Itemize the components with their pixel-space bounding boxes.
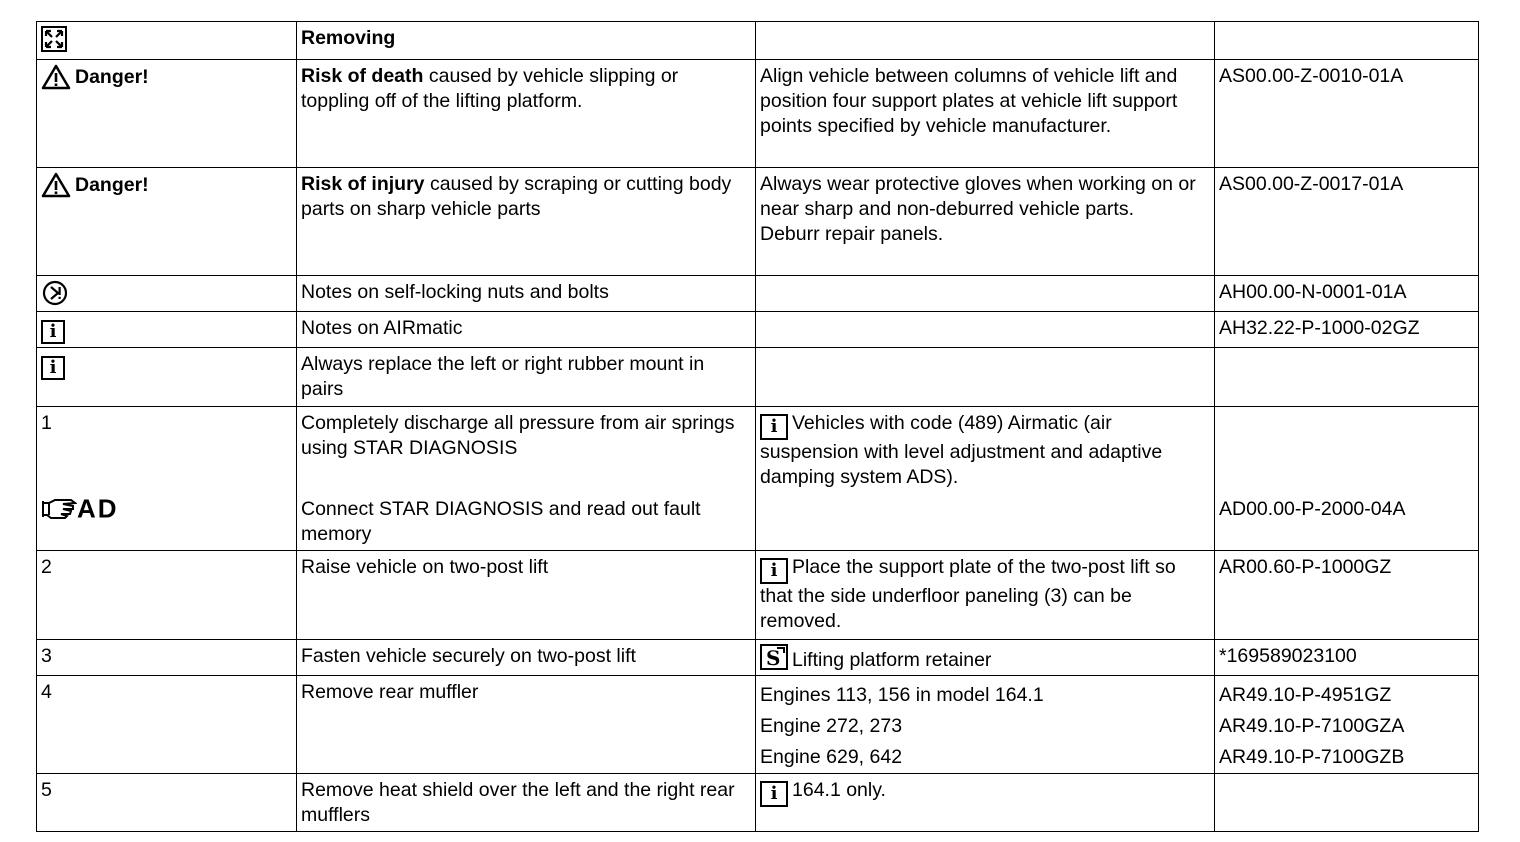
warning-triangle-icon — [41, 172, 71, 198]
risk-text: Risk of injury caused by scraping or cutting body parts on sharp vehicle parts — [297, 168, 756, 276]
risk-text: Risk of death caused by vehicle slipping or toppling off of the lifting platform. — [297, 60, 756, 168]
remedy-text: Align vehicle between columns of vehicle lift and position four support plates at vehicle lift support points specified by vehicle manufacturer. — [756, 60, 1215, 168]
table-row — [37, 60, 1479, 168]
reference-link[interactable]: AS00.00-Z-0010-01A — [1215, 60, 1479, 168]
reference-link[interactable]: AR49.10-P-4951GZ — [1219, 684, 1392, 706]
table-row — [37, 348, 1479, 407]
info-icon: i — [760, 781, 788, 807]
reference-link[interactable]: AH32.22-P-1000-02GZ — [1215, 312, 1479, 348]
step-number: 3 — [37, 640, 297, 676]
step-note: i Place the support plate of the two-post lift so that the side underfloor paneling (3) can be removed. — [756, 551, 1215, 640]
table-row — [37, 551, 1479, 640]
info-icon: i — [760, 558, 788, 584]
self-locking-note-icon — [41, 280, 69, 306]
page-title: Removing — [297, 22, 756, 60]
note-text: Always replace the left or right rubber mount in pairs — [297, 348, 756, 407]
svg-text:S: S — [766, 646, 781, 670]
removal-icon — [41, 26, 67, 52]
table-row — [37, 676, 1479, 774]
remedy-text: Always wear protective gloves when working on or near sharp and non-deburred vehicle parts. Deburr repair panels. — [756, 168, 1215, 276]
step-text: Remove heat shield over the left and the right rear mufflers — [297, 774, 756, 832]
danger-label: Danger! — [75, 65, 149, 88]
step-number: 1 — [41, 412, 52, 434]
table-row — [37, 774, 1479, 832]
pointing-hand-icon — [41, 497, 77, 521]
removal-icon-cell — [37, 22, 297, 60]
note-text: Notes on AIRmatic — [297, 312, 756, 348]
info-icon: i — [41, 356, 65, 380]
special-tool-icon — [760, 644, 788, 670]
step-text: Fasten vehicle securely on two-post lift — [297, 640, 756, 676]
table-row — [37, 276, 1479, 312]
reference-link[interactable]: AR49.10-P-7100GZA — [1219, 715, 1405, 737]
step-subtext: Connect STAR DIAGNOSIS and read out fault memory — [301, 498, 701, 545]
table-row — [37, 312, 1479, 348]
reference-text — [1215, 348, 1479, 407]
reference-link[interactable]: AH00.00-N-0001-01A — [1215, 276, 1479, 312]
variant-text: Engine 272, 273 — [760, 715, 903, 737]
step-number: 4 — [37, 676, 297, 774]
step-text: Completely discharge all pressure from air springs using STAR DIAGNOSIS — [301, 412, 735, 459]
table-row — [37, 407, 1479, 551]
variant-text: Engine 629, 642 — [760, 746, 903, 768]
info-icon: i — [760, 414, 788, 440]
reference-link[interactable]: AR00.60-P-1000GZ — [1215, 551, 1479, 640]
step-note: i 164.1 only. — [756, 774, 1215, 832]
warning-triangle-icon — [41, 64, 71, 90]
table-row — [37, 22, 1479, 60]
reference-link[interactable]: AS00.00-Z-0017-01A — [1215, 168, 1479, 276]
step-text: Remove rear muffler — [297, 676, 756, 774]
variant-text: Engines 113, 156 in model 164.1 — [760, 684, 1044, 706]
table-row — [37, 168, 1479, 276]
ad-label: AD — [77, 493, 119, 524]
info-icon: i — [41, 320, 65, 344]
table-row — [37, 640, 1479, 676]
note-text: Notes on self-locking nuts and bolts — [297, 276, 756, 312]
step-number: 5 — [37, 774, 297, 832]
danger-label: Danger! — [75, 173, 149, 196]
step-note: S Lifting platform retainer — [756, 640, 1215, 676]
step-number: 2 — [37, 551, 297, 640]
procedure-table — [36, 21, 1479, 832]
reference-link[interactable]: AR49.10-P-7100GZB — [1219, 746, 1405, 768]
reference-link[interactable]: AD00.00-P-2000-04A — [1219, 498, 1406, 520]
reference-link[interactable]: *169589023100 — [1215, 640, 1479, 676]
step-text: Raise vehicle on two-post lift — [297, 551, 756, 640]
step-note: i Vehicles with code (489) Airmatic (air suspension with level adjustment and adaptive damping system ADS). — [756, 407, 1215, 551]
